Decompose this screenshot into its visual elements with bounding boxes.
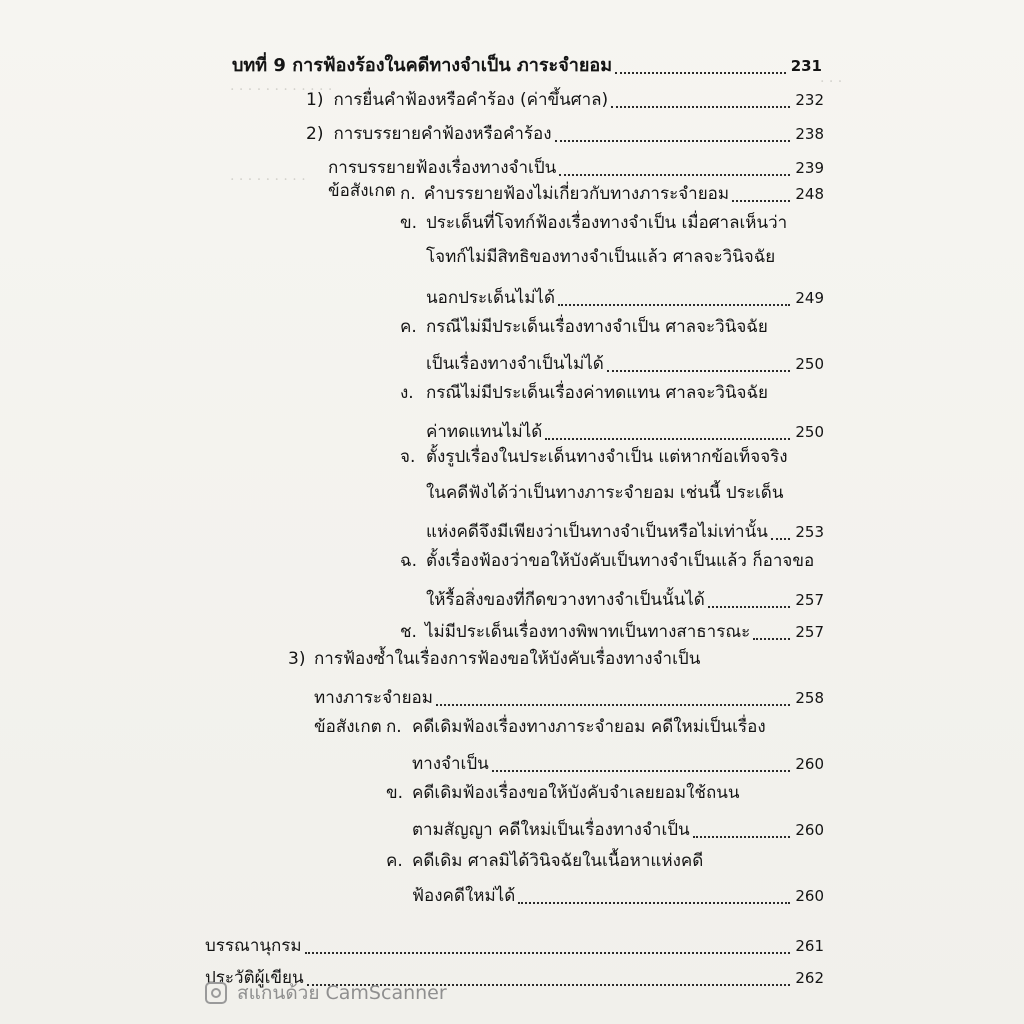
leader-dots xyxy=(611,86,790,108)
entry-text-line: คดีเดิมฟ้องเรื่องทางภาระจำยอม คดีใหม่เป็นเรื่อง xyxy=(412,717,766,737)
entry-label: ค. xyxy=(386,851,403,871)
entry-text: การบรรยายฟ้องเรื่องทางจำเป็น xyxy=(328,158,557,178)
camscanner-icon xyxy=(205,982,227,1004)
entry-text: ทางจำเป็น xyxy=(412,754,489,774)
page-number: 257 xyxy=(795,623,824,641)
leader-dots xyxy=(708,586,791,608)
entry-text: ประวัติผู้เขียน xyxy=(205,968,304,988)
observation-label: ข้อสังเกต xyxy=(314,717,382,737)
entry-text-line: การฟ้องซ้ำในเรื่องการฟ้องขอให้บังคับเรื่องทางจำเป็น xyxy=(314,649,701,669)
entry-text-line: ประเด็นที่โจทก์ฟ้องเรื่องทางจำเป็น เมื่อศาลเห็นว่า xyxy=(426,213,788,233)
leader-dots xyxy=(545,418,790,440)
page-number: 261 xyxy=(795,937,824,955)
entry-text-line: ตั้งเรื่องฟ้องว่าขอให้บังคับเป็นทางจำเป็นแล้ว ก็อาจขอ xyxy=(426,551,815,571)
page-number: 231 xyxy=(790,57,822,75)
chapter-heading xyxy=(232,52,822,77)
observation-label: ข้อสังเกต xyxy=(328,181,396,201)
entry-text-line: ตั้งรูปเรื่องในประเด็นทางจำเป็น แต่หากข้อเท็จจริง xyxy=(426,447,788,467)
entry-label: 1) xyxy=(306,90,324,110)
entry-text-line: กรณีไม่มีประเด็นเรื่องค่าทดแทน ศาลจะวินิจฉัย xyxy=(426,383,769,403)
chapter-title: บทที่ 9 การฟ้องร้องในคดีทางจำเป็น ภาระจำยอม xyxy=(232,55,613,76)
entry-label: ง. xyxy=(400,383,414,403)
entry-text-line: คดีเดิม ศาลมิได้วินิจฉัยในเนื้อหาแห่งคดี xyxy=(412,851,704,871)
entry-label: ข. xyxy=(386,783,404,803)
toc-entry xyxy=(400,618,824,643)
toc-entry xyxy=(426,350,824,375)
leader-dots xyxy=(555,120,791,142)
toc-entry xyxy=(426,586,824,611)
leader-dots xyxy=(492,750,791,772)
toc-entry xyxy=(306,120,824,145)
page-number: 232 xyxy=(795,91,824,109)
toc-entry-bibliography xyxy=(205,932,824,957)
toc-entry xyxy=(426,518,824,543)
page-number: 249 xyxy=(795,289,824,307)
bleed-through-text: . . . . . . . . . xyxy=(230,168,306,184)
leader-dots xyxy=(436,684,790,706)
entry-text: การบรรยายคำฟ้องหรือคำร้อง xyxy=(333,124,552,144)
entry-text: เป็นเรื่องทางจำเป็นไม่ได้ xyxy=(426,354,604,374)
page-number: 258 xyxy=(795,689,824,707)
leader-dots xyxy=(771,518,791,540)
bleed-through-text: . . . xyxy=(820,70,843,86)
entry-text: แห่งคดีจึงมีเพียงว่าเป็นทางจำเป็นหรือไม่เท่านั้น xyxy=(426,522,768,542)
entry-text-line: กรณีไม่มีประเด็นเรื่องทางจำเป็น ศาลจะวินิจฉัย xyxy=(426,317,768,337)
leader-dots xyxy=(607,350,791,372)
toc-entry xyxy=(426,284,824,309)
page-number: 238 xyxy=(795,125,824,143)
leader-dots xyxy=(559,154,790,176)
leader-dots xyxy=(558,284,790,306)
entry-text: ไม่มีประเด็นเรื่องทางพิพาทเป็นทางสาธารณะ xyxy=(424,622,751,642)
entry-label: 3) xyxy=(288,649,306,669)
leader-dots xyxy=(615,52,786,74)
entry-text: ตามสัญญา คดีใหม่เป็นเรื่องทางจำเป็น xyxy=(412,820,690,840)
page-number: 253 xyxy=(795,523,824,541)
toc-entry xyxy=(412,816,824,841)
toc-entry xyxy=(314,684,824,709)
bleed-through-text: . . . . . . . . . . . . xyxy=(230,78,333,94)
toc-entry xyxy=(400,180,824,205)
entry-text: ทางภาระจำยอม xyxy=(314,688,433,708)
entry-text: นอกประเด็นไม่ได้ xyxy=(426,288,555,308)
entry-text: คำบรรยายฟ้องไม่เกี่ยวกับทางภาระจำยอม xyxy=(423,184,730,204)
toc-entry xyxy=(426,418,824,443)
camscanner-watermark xyxy=(205,978,447,1008)
page-number: 250 xyxy=(795,423,824,441)
page-number: 260 xyxy=(795,821,824,839)
entry-text: ให้รื้อสิ่งของที่กีดขวางทางจำเป็นนั้นได้ xyxy=(426,590,705,610)
entry-text-line: โจทก์ไม่มีสิทธิของทางจำเป็นแล้ว ศาลจะวินิจฉัย xyxy=(426,247,776,267)
entry-label: ฉ. xyxy=(400,551,417,571)
entry-text-line: คดีเดิมฟ้องเรื่องขอให้บังคับจำเลยยอมใช้ถนน xyxy=(412,783,740,803)
page-number: 262 xyxy=(795,969,824,987)
page-number: 260 xyxy=(795,755,824,773)
page-number: 260 xyxy=(795,887,824,905)
entry-label: 2) xyxy=(306,124,324,144)
leader-dots xyxy=(305,932,791,954)
entry-label: ก. xyxy=(386,717,402,737)
page-number: 239 xyxy=(795,159,824,177)
leader-dots xyxy=(753,618,790,640)
page-number: 250 xyxy=(795,355,824,373)
entry-text-line: ในคดีฟังได้ว่าเป็นทางภาระจำยอม เช่นนี้ ประเด็น xyxy=(426,483,784,503)
entry-text: การยื่นคำฟ้องหรือคำร้อง (ค่าขึ้นศาล) xyxy=(333,90,609,110)
entry-label: จ. xyxy=(400,447,416,467)
entry-label: ช. xyxy=(400,622,417,642)
toc-entry xyxy=(412,882,824,907)
leader-dots xyxy=(732,180,790,202)
entry-label: ก. xyxy=(400,184,416,204)
entry-text: ค่าทดแทนไม่ได้ xyxy=(426,422,543,442)
toc-entry xyxy=(412,750,824,775)
leader-dots xyxy=(518,882,790,904)
watermark-text: สแกนด้วย CamScanner xyxy=(237,982,447,1004)
entry-label: ข. xyxy=(400,213,418,233)
leader-dots xyxy=(693,816,791,838)
toc-entry xyxy=(328,154,824,179)
page-number: 257 xyxy=(795,591,824,609)
entry-text: บรรณานุกรม xyxy=(205,936,302,956)
toc-entry xyxy=(306,86,824,111)
entry-label: ค. xyxy=(400,317,417,337)
page-number: 248 xyxy=(795,185,824,203)
entry-text: ฟ้องคดีใหม่ได้ xyxy=(412,886,516,906)
